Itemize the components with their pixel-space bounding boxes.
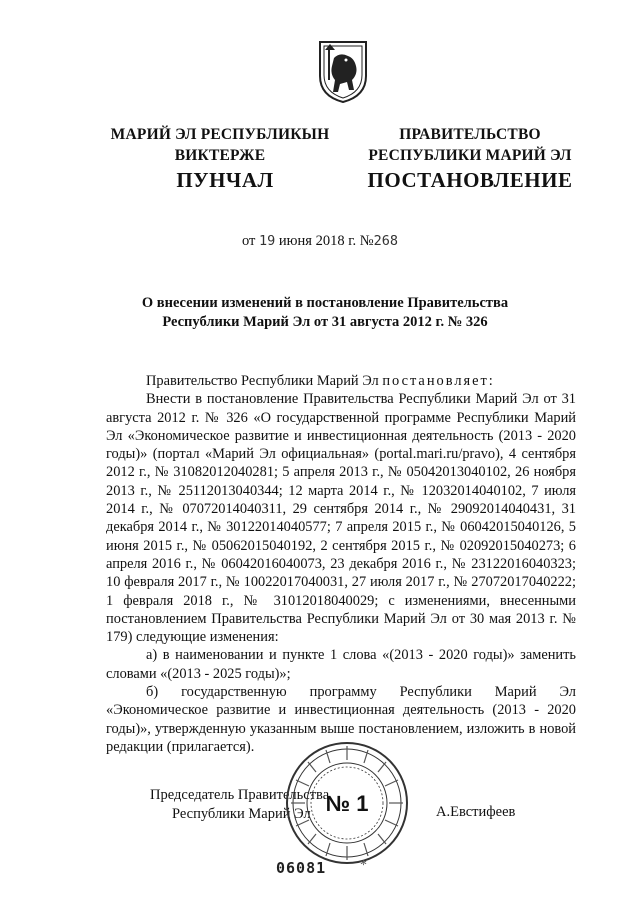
signatory-title-line2: Республики Марий Эл <box>172 805 311 822</box>
serial-mark: * <box>360 858 367 873</box>
header-left <box>100 124 340 166</box>
date-line <box>0 233 640 250</box>
header-left-line1: МАРИЙ ЭЛ РЕСПУБЛИКЫН <box>110 126 330 143</box>
preamble-text: Правительство Республики Марий Эл <box>146 373 379 389</box>
date-prefix: от <box>242 233 256 249</box>
preamble-paragraph <box>106 372 576 390</box>
subject-line1: О внесении изменений в постановление Правительства <box>141 295 509 311</box>
subject-line2: Республики Марий Эл от 31 августа 2012 г. № 326 <box>162 314 488 330</box>
main-paragraph: Внести в постановление Правительства Республики Марий Эл от 31 августа 2012 г. № 326 «О государственной программе Республики Марий Эл «Экономическое развитие и инвестиционная деятельность (2013 - 2020 годы)» (портал «Марий Эл официальная» (portal.mari.ru/pravo), 4 сентября 2012 г., № 31082012040281; 5 апреля 2013 г., № 05042013040102, 26 ноября 2013 г., № 25112013040344; 12 марта 2014 г., № 12032014040102, 7 июля 2014 г., № 07072014040311, 29 сентября 2014 г., № 29092014040431, 31 декабря 2014 г., № 30122014040577; 7 апреля 2015 г., № 06042015040126, 5 июня 2015 г., № 05062015040192, 2 сентября 2015 г., № 02092015040273; 6 апреля 2016 г., № 06042016040073, 23 декабря 2016 г., № 23122016040323; 10 февраля 2017 г., № 10022017040031, 27 июля 2017 г., № 27072017040222; 1 февраля 2018 г., № 31012018040029; с изменениями, внесенными постановлением Правительства Республики Марий Эл от 30 мая 2013 г. № 179) следующие изменения: <box>106 391 576 646</box>
preamble-verb: постановляет: <box>382 373 495 389</box>
header-left-line2: ВИКТЕРЖЕ <box>174 147 266 164</box>
document-type-russian: ПОСТАНОВЛЕНИЕ <box>367 168 573 192</box>
serial-number: 06081 <box>276 859 327 877</box>
signatory-title-line1: Председатель Правительства <box>150 787 330 803</box>
stamp-number: № 1 <box>325 791 369 816</box>
header-right-line1: ПРАВИТЕЛЬСТВО <box>399 126 541 143</box>
item-a-paragraph: а) в наименовании и пункте 1 слова «(2013 - 2020 годы)» заменить словами «(2013 - 2025 годы)»; <box>106 647 576 682</box>
date-day: 19 <box>259 233 276 249</box>
header-right-line2: РЕСПУБЛИКИ МАРИЙ ЭЛ <box>368 147 572 164</box>
coat-of-arms-emblem <box>316 38 370 104</box>
document-body <box>106 372 576 756</box>
header-right <box>360 124 580 166</box>
date-month-year: июня 2018 г. № <box>278 233 374 249</box>
document-type-mari: ПУНЧАЛ <box>176 168 274 192</box>
official-stamp <box>284 740 410 866</box>
item-b-paragraph: б) государственную программу Республики Марий Эл «Экономическое развитие и инвестиционная деятельность (2013 - 2020 годы)», утвержденную указанным выше постановлением, изложить в новой редакции (прилагается). <box>106 684 576 755</box>
document-subject <box>100 294 550 332</box>
document-number: 268 <box>373 233 398 249</box>
signatory-name: А.Евстифеев <box>436 804 516 820</box>
